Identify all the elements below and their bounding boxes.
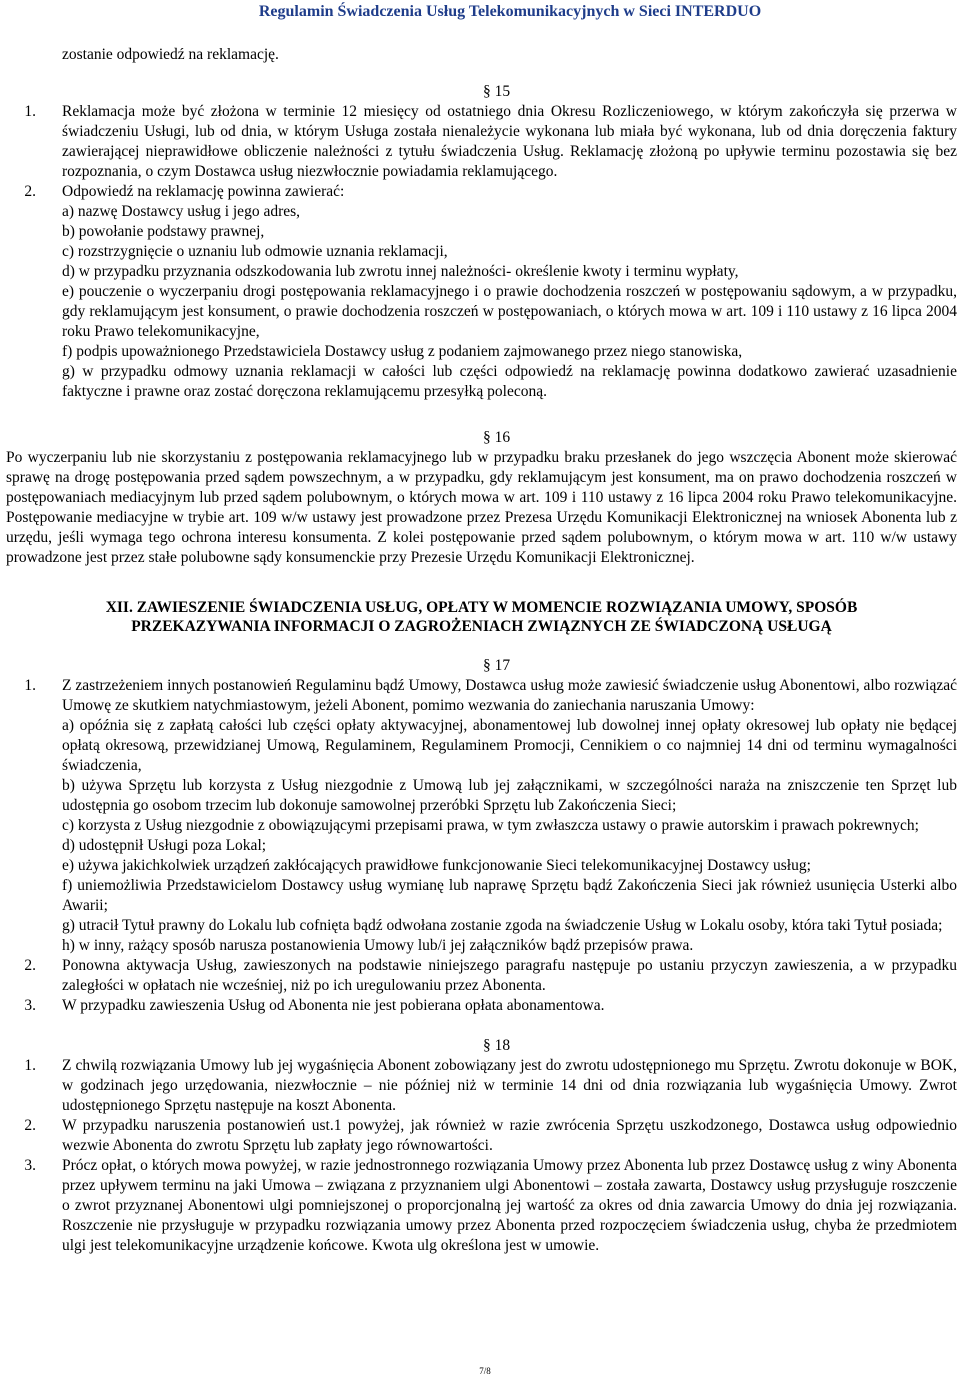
section-17-item-3	[6, 996, 957, 1016]
item-text: Ponowna aktywacja Usług, zawieszonych na podstawie niniejszego paragrafu następuje po ustaniu przyczyn zawieszenia, a w przypadku zaległości w opłatach nie wcześniej, niż po ich uregulowaniu przez Abonenta.	[62, 957, 957, 994]
item-number: 1.	[24, 103, 36, 120]
section-17-item-2	[6, 956, 957, 996]
sub-item-f: f) uniemożliwia Przedstawicielom Dostawcy usług wymianę lub naprawę Sprzętu bądź Zakończenia Sieci jak również usunięcia Usterki albo Awarii;	[62, 877, 957, 914]
item-number: 1.	[24, 677, 36, 694]
section-16-text: Po wyczerpaniu lub nie skorzystaniu z postępowania reklamacyjnego lub w przypadku braku przesłanek do jego wszczęcia Abonent może skierować sprawę na drogę postępowania przed sądem powszechnym, a w przypadku, gdy reklamującym jest konsument, ma on prawo dochodzenia roszczeń w postępowaniach mediacyjnym lub przed sądem polubownym, o których mowa w art. 109 i 110 ustawy z 16 lipca 2004 roku Prawo telekomunikacyjne. Postępowanie mediacyjne w trybie art. 109 w/w ustawy jest prowadzone przez Prezesa Urzędu Komunikacji Elektronicznej na wniosek Abonenta lub z urzędu, jeśli wymaga tego ochrona interesu konsumenta. Z kolei postępowanie przed sądem polubownym, o którym mowa w art. 110 w/w ustawy prowadzone jest przez stałe polubowne sądy konsumenckie przy Prezesie Urzędu Komunikacji Elektronicznej.	[6, 449, 957, 566]
section-16-title: § 16	[482, 429, 511, 446]
sub-item-b: b) powołanie podstawy prawnej,	[62, 223, 265, 240]
sub-item-e: e) używa jakichkolwiek urządzeń zakłócających prawidłowe funkcjonowanie Sieci telekomunikacyjnej Dostawcy usług;	[62, 857, 811, 874]
document-header: Regulamin Świadczenia Usług Telekomunikacyjnych w Sieci INTERDUO	[258, 3, 762, 20]
section-15-item-2	[6, 182, 957, 402]
section-15-item-1	[6, 102, 957, 182]
intro-line: zostanie odpowiedź na reklamację.	[62, 46, 279, 63]
section-15-title: § 15	[482, 83, 511, 100]
document-body	[6, 82, 957, 1256]
item-text: Z chwilą rozwiązania Umowy lub jej wygaśnięcia Abonent zobowiązany jest do zwrotu udostępnionego mu Sprzętu. Zwrotu dokonuje w BOK, w godzinach jego urzędowania, niezwłocznie – nie później niż w terminie 14 dni od dnia rozwiązania lub wygaśnięcia Umowy. Zwrot udostępnionego Sprzętu następuje na koszt Abonenta.	[62, 1057, 957, 1114]
item-number: 1.	[24, 1057, 36, 1074]
sub-item-h: h) w inny, rażący sposób narusza postanowienia Umowy lub/i jej załączników bądź przepisów prawa.	[62, 937, 694, 954]
sub-item-g: g) w przypadku odmowy uznania reklamacji w całości lub części odpowiedź na reklamację powinna dodatkowo zawierać uzasadnienie faktyczne i prawne oraz zostać doręczona reklamującemu przesyłką poleconą.	[62, 363, 957, 400]
chapter-heading-line-2: PRZEKAZYWANIA INFORMACJI O ZAGROŻENIACH ZWIĄZNYCH ZE ŚWIADCZONĄ USŁUGĄ	[131, 618, 832, 635]
section-18-title: § 18	[482, 1037, 511, 1054]
item-text: W przypadku zawieszenia Usług od Abonenta nie jest pobierana opłata abonamentowa.	[62, 997, 605, 1014]
section-18-item-2	[6, 1116, 957, 1156]
item-number: 2.	[24, 1117, 36, 1134]
sub-item-a: a) opóźnia się z zapłatą całości lub części opłaty aktywacyjnej, abonamentowej lub dowolnej innej opłaty okresowej lub opłaty nie będącej opłatą okresową, przewidzianej Umową, Regulaminem, Regulaminem Promocji, Cennikiem o co najmniej 14 dni od terminu wymagalności świadczenia,	[62, 717, 957, 774]
sub-item-f: f) podpis upoważnionego Przedstawiciela Dostawcy usług z podaniem zajmowanego przez niego stanowiska,	[62, 343, 743, 360]
sub-item-e: e) pouczenie o wyczerpaniu drogi postępowania reklamacyjnego i o prawie dochodzenia roszczeń w postępowaniu sądowym, a w przypadku, gdy reklamującym jest konsument, o prawie dochodzenia roszczeń w postępowaniach, o których mowa w art. 109 i 110 ustawy z 16 lipca 2004 roku Prawo telekomunikacyjne,	[62, 283, 957, 340]
sub-item-d: d) w przypadku przyznania odszkodowania lub zwrotu innej należności- określenie kwoty i terminu wypłaty,	[62, 263, 739, 280]
item-text: W przypadku naruszenia postanowień ust.1 powyżej, jak również w razie zwrócenia Sprzętu uszkodzonego, Dostawca usług odpowiednio wezwie Abonenta do zwrotu Sprzętu lub zapłaty jego równowartości.	[62, 1117, 957, 1154]
section-18-item-1	[6, 1056, 957, 1116]
item-text	[62, 182, 957, 402]
item-number: 2.	[24, 957, 36, 974]
section-18-item-3	[6, 1156, 957, 1256]
item-text: Prócz opłat, o których mowa powyżej, w razie jednostronnego rozwiązania Umowy przez Abonenta lub przez Dostawcę usług z winy Abonenta przez upływem terminu na jaki Umowa – związana z przyznaniem ulgi Abonentowi – została zawarta, Dostawcy usług przysługuje roszczenie o zwrot przyznanej Abonentowi ulgi pomniejszonej o proporcjonalną jej wartość za okres od dnia zawarcia Umowy do dnia jej rozwiązania. Roszczenie nie przysługuje w przypadku rozwiązania umowy przez Abonenta przed rozpoczęciem świadczenia usług, chyba że przedmiotem ulgi jest telekomunikacyjne urządzenie końcowe. Kwota ulg określona jest w umowie.	[62, 1157, 957, 1254]
sub-item-b: b) używa Sprzętu lub korzysta z Usług niezgodnie z Umową lub jej załącznikami, w szczególności naraża na zniszczenie ten Sprzęt lub udostępnia go osobom trzecim lub dokonuje samowolnej przeróbki Sprzętu lub Zakończenia Sieci;	[62, 777, 957, 814]
item-number: 3.	[24, 997, 36, 1014]
item-text: Reklamacja może być złożona w terminie 12 miesięcy od ostatniego dnia Okresu Rozliczeniowego, w którym zakończyła się przerwa w świadczeniu Usługi, lub od dnia, w którym Usługa została nienależycie wykonana lub miała być wykonana, lub od dnia doręczenia faktury zawierającej nieprawidłowe obliczenie należności z tytułu świadczenia Usług. Reklamację złożoną po upływie terminu pozostawia się bez rozpoznania, o czym Dostawca usług niezwłocznie powiadamia reklamującego.	[62, 103, 957, 180]
sub-item-c: c) rozstrzygnięcie o uznaniu lub odmowie uznania reklamacji,	[62, 243, 448, 260]
section-17-item-1	[6, 676, 957, 956]
item-number: 2.	[24, 183, 36, 200]
chapter-heading-line-1: XII. ZAWIESZENIE ŚWIADCZENIA USŁUG, OPŁATY W MOMENCIE ROZWIĄZANIA UMOWY, SPOSÓB	[105, 599, 858, 616]
sub-item-a: a) nazwę Dostawcy usług i jego adres,	[62, 203, 301, 220]
sub-item-c: c) korzysta z Usług niezgodnie z obowiązującymi przepisami prawa, w tym zwłaszcza ustawy o prawie autorskim i prawach pokrewnych;	[62, 817, 919, 834]
chapter-heading	[6, 598, 957, 636]
item-number: 3.	[24, 1157, 36, 1174]
item-text	[62, 676, 957, 956]
section-17-title: § 17	[482, 657, 511, 674]
sub-item-g: g) utracił Tytuł prawny do Lokalu lub cofnięta bądź odwołana zostanie zgoda na świadczenie Usług w Lokalu osoby, która taki Tytuł posiada;	[62, 917, 943, 934]
sub-item-d: d) udostępnił Usługi poza Lokal;	[62, 837, 267, 854]
page-number: 7/8	[479, 1366, 491, 1376]
item-intro: Z zastrzeżeniem innych postanowień Regulaminu bądź Umowy, Dostawca usług może zawiesić świadczenie usług Abonentowi, albo rozwiązać Umowę ze skutkiem natychmiastowym, jeżeli Abonent, pomimo wezwania do zaniechania naruszania Umowy:	[62, 677, 957, 714]
item-intro: Odpowiedź na reklamację powinna zawierać:	[62, 183, 345, 200]
